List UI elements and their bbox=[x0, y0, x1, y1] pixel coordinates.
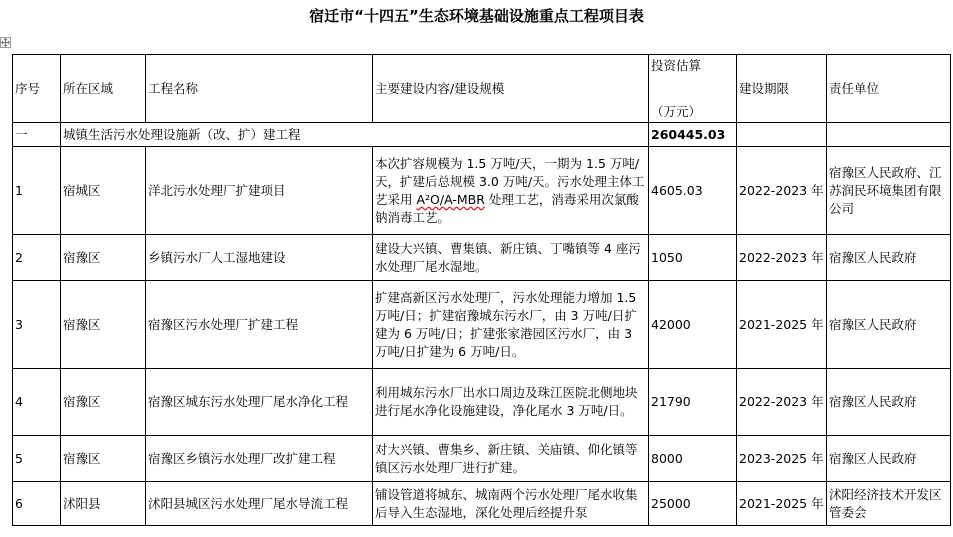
row-region: 宿豫区 bbox=[61, 281, 146, 369]
table-move-handle[interactable] bbox=[0, 37, 11, 48]
table-row bbox=[13, 147, 951, 235]
header-investment-line2: （万元） bbox=[651, 103, 702, 119]
header-content: 主要建设内容/建设规模 bbox=[373, 55, 649, 123]
row-unit: 宿豫区人民政府 bbox=[827, 436, 951, 482]
row-period: 2023-2025 年 bbox=[737, 436, 827, 482]
row-region: 宿豫区 bbox=[61, 436, 146, 482]
row-content-process: A²O/A-MBR bbox=[416, 191, 485, 207]
table-row bbox=[13, 235, 951, 281]
table-row bbox=[13, 369, 951, 436]
row-seq: 6 bbox=[13, 482, 61, 526]
category-seq: 一 bbox=[13, 123, 61, 147]
row-project: 宿豫区乡镇污水处理厂改扩建工程 bbox=[146, 436, 373, 482]
category-period bbox=[737, 123, 827, 147]
table-row bbox=[13, 281, 951, 369]
header-project: 工程名称 bbox=[146, 55, 373, 123]
row-investment: 1050 bbox=[649, 235, 737, 281]
row-period: 2022-2023 年 bbox=[737, 147, 827, 235]
row-unit: 宿豫区人民政府 bbox=[827, 235, 951, 281]
row-seq: 1 bbox=[13, 147, 61, 235]
row-unit: 宿豫区人民政府 bbox=[827, 281, 951, 369]
row-period: 2021-2025 年 bbox=[737, 281, 827, 369]
row-investment: 4605.03 bbox=[649, 147, 737, 235]
header-investment bbox=[649, 55, 737, 123]
row-seq: 4 bbox=[13, 369, 61, 436]
move-arrows-icon bbox=[1, 38, 10, 47]
row-project: 宿豫区城东污水处理厂尾水净化工程 bbox=[146, 369, 373, 436]
table-header-row bbox=[13, 55, 951, 123]
row-unit: 沭阳经济技术开发区管委会 bbox=[827, 482, 951, 526]
row-period: 2022-2023 年 bbox=[737, 235, 827, 281]
header-investment-line1: 投资估算 bbox=[651, 57, 702, 73]
header-unit: 责任单位 bbox=[827, 55, 951, 123]
row-project: 洋北污水处理厂扩建项目 bbox=[146, 147, 373, 235]
category-investment: 260445.03 bbox=[649, 123, 737, 147]
header-period: 建设期限 bbox=[737, 55, 827, 123]
document-title: 宿迁市“十四五”生态环境基础设施重点工程项目表 bbox=[309, 7, 644, 25]
row-project: 沭阳县城区污水处理厂尾水导流工程 bbox=[146, 482, 373, 526]
row-region: 宿豫区 bbox=[61, 369, 146, 436]
row-seq: 3 bbox=[13, 281, 61, 369]
row-content bbox=[373, 147, 649, 235]
row-region: 宿城区 bbox=[61, 147, 146, 235]
category-unit bbox=[827, 123, 951, 147]
row-content: 对大兴镇、曹集乡、新庄镇、关庙镇、仰化镇等镇区污水处理厂进行扩建。 bbox=[373, 436, 649, 482]
project-table bbox=[12, 54, 951, 526]
row-content: 扩建高新区污水处理厂，污水处理能力增加 1.5 万吨/日；扩建宿豫城东污水厂，由 3 万吨/日扩建为 6 万吨/日；扩建张家港园区污水厂，由 3 万吨/日扩建为 6 万吨/日。 bbox=[373, 281, 649, 369]
row-seq: 2 bbox=[13, 235, 61, 281]
category-row bbox=[13, 123, 951, 147]
row-content: 利用城东污水厂出水口周边及珠江医院北侧地块进行尾水净化设施建设，净化尾水 3 万吨/日。 bbox=[373, 369, 649, 436]
row-content-post: 处理工艺，消毒采用次氯酸钠消毒工艺。 bbox=[375, 191, 639, 225]
header-seq: 序号 bbox=[13, 55, 61, 123]
row-content: 铺设管道将城东、城南两个污水处理厂尾水收集后导入生态湿地，深化处理后经提升泵 bbox=[373, 482, 649, 526]
row-content: 建设大兴镇、曹集镇、新庄镇、丁嘴镇等 4 座污水处理厂尾水湿地。 bbox=[373, 235, 649, 281]
row-investment: 42000 bbox=[649, 281, 737, 369]
category-name bbox=[61, 123, 649, 147]
category-name-text: 城镇生活污水处理设施新（改、扩）建工程 bbox=[63, 126, 301, 142]
row-project: 宿豫区污水处理厂扩建工程 bbox=[146, 281, 373, 369]
row-content-pre: 本次扩容规模为 1.5 万吨/天，一期为 1.5 万吨/天，扩建后总规模 3.0 万吨/天。污水处理主体工艺采用 bbox=[375, 155, 645, 207]
table-row bbox=[13, 436, 951, 482]
row-region: 沭阳县 bbox=[61, 482, 146, 526]
row-period: 2021-2025 年 bbox=[737, 482, 827, 526]
row-investment: 25000 bbox=[649, 482, 737, 526]
row-seq: 5 bbox=[13, 436, 61, 482]
header-region: 所在区域 bbox=[61, 55, 146, 123]
row-project: 乡镇污水厂人工湿地建设 bbox=[146, 235, 373, 281]
row-investment: 21790 bbox=[649, 369, 737, 436]
row-unit: 宿豫区人民政府、江苏润民环境集团有限公司 bbox=[827, 147, 951, 235]
row-period: 2022-2023 年 bbox=[737, 369, 827, 436]
table-row bbox=[13, 482, 951, 526]
row-unit: 宿豫区人民政府 bbox=[827, 369, 951, 436]
row-investment: 8000 bbox=[649, 436, 737, 482]
row-region: 宿豫区 bbox=[61, 235, 146, 281]
